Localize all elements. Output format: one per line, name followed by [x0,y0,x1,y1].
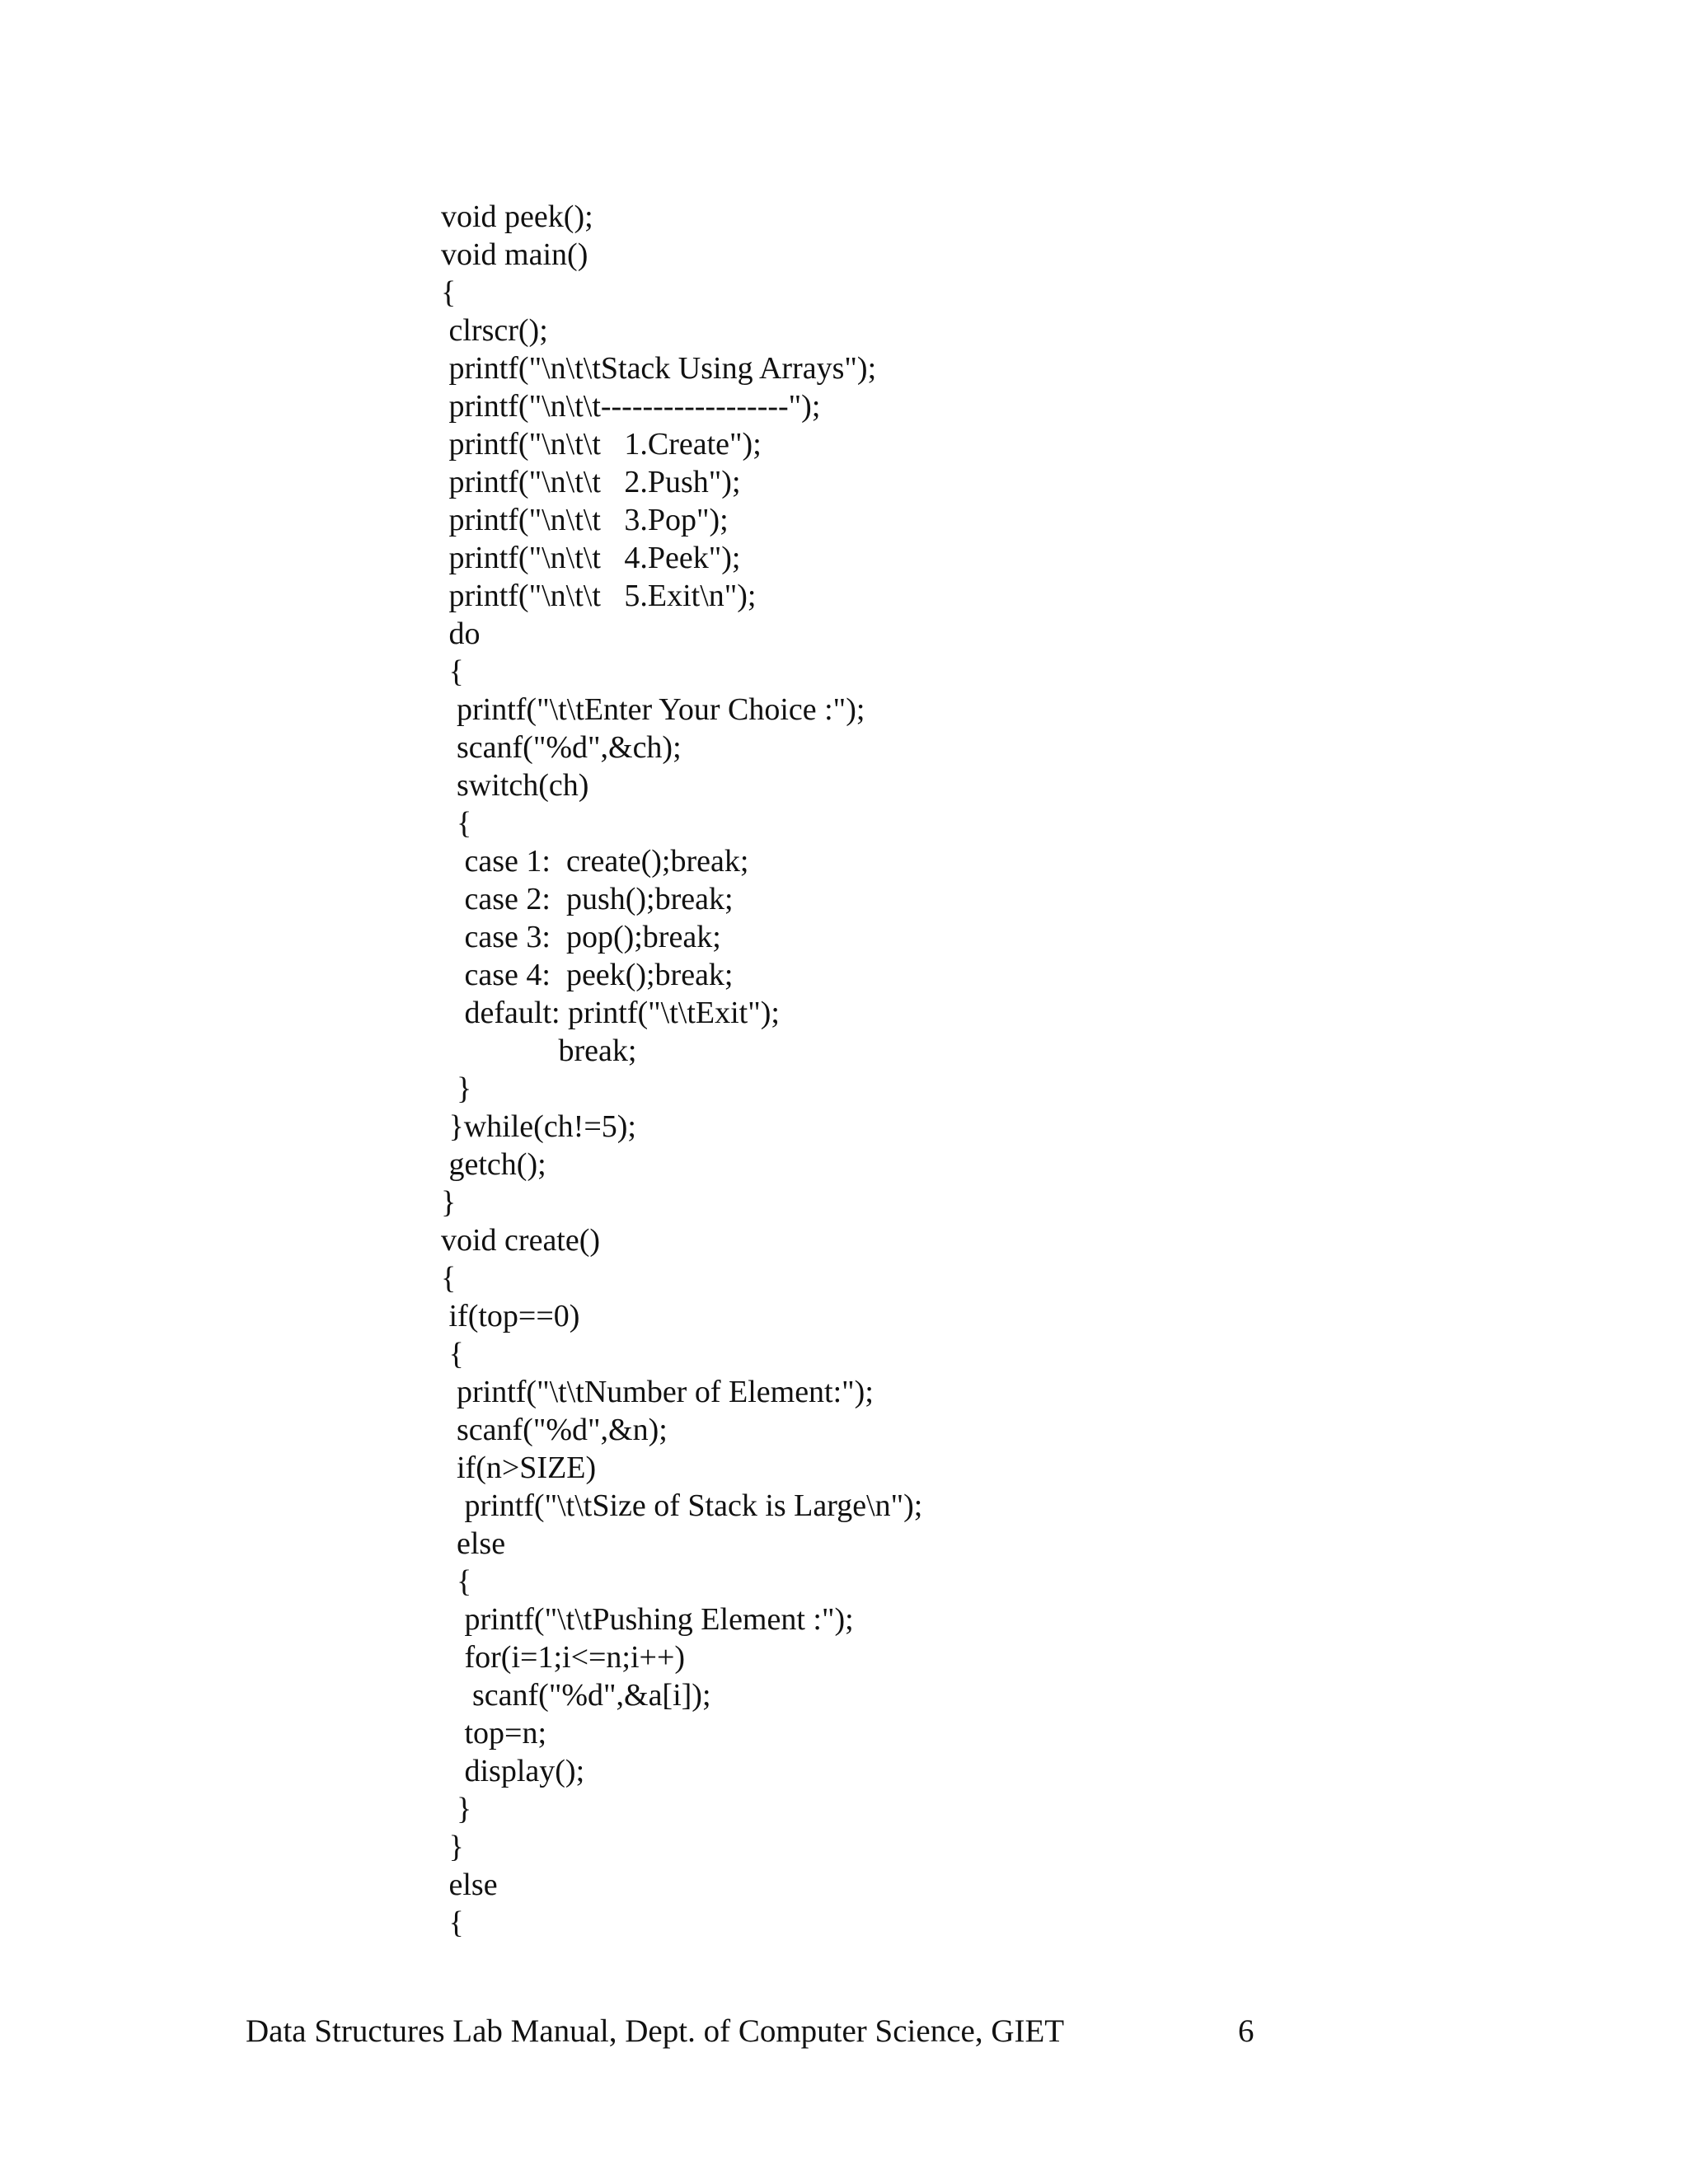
code-line: { [441,806,472,841]
code-line: printf("\n\t\t 2.Push"); [441,465,741,499]
code-line: if(top==0) [441,1299,580,1333]
code-line: { [441,275,457,310]
code-line: for(i=1;i<=n;i++) [441,1640,686,1675]
page-number: 6 [1238,2013,1254,2049]
code-line: printf("\t\tNumber of Element:"); [441,1375,874,1409]
code-line: printf("\t\tEnter Your Choice :"); [441,692,865,727]
code-line: { [441,1337,464,1371]
code-line: scanf("%d",&ch); [441,730,682,765]
code-line: printf("\n\t\t------------------"); [441,389,821,424]
code-line: else [441,1526,506,1561]
code-line: } [441,1185,457,1220]
code-line: } [441,1792,472,1826]
code-line: case 3: pop();break; [441,920,721,954]
code-line: printf("\t\tSize of Stack is Large\n"); [441,1488,923,1523]
code-line: break; [441,1033,637,1068]
code-line: { [441,1564,472,1599]
code-line: scanf("%d",&a[i]); [441,1678,711,1713]
code-listing [441,198,1595,1942]
code-line: printf("\n\t\t 5.Exit\n"); [441,579,757,613]
code-line: display(); [441,1754,585,1788]
code-line: { [441,1905,464,1940]
code-line: }while(ch!=5); [441,1109,636,1144]
page-footer: Data Structures Lab Manual, Dept. of Computer Science, GIET [246,2013,1065,2049]
code-line: void peek(); [441,199,593,234]
code-line: printf("\n\t\t 3.Pop"); [441,503,729,537]
code-line: void create() [441,1223,601,1258]
code-line: { [441,1261,457,1296]
code-line: case 2: push();break; [441,882,734,916]
code-line: else [441,1868,498,1902]
code-line: case 4: peek();break; [441,958,734,992]
code-line: top=n; [441,1716,547,1750]
code-line: void main() [441,237,588,272]
code-line: printf("\n\t\t 4.Peek"); [441,541,741,575]
code-line: { [441,654,464,689]
code-line: printf("\n\t\tStack Using Arrays"); [441,351,877,386]
code-line: printf("\t\tPushing Element :"); [441,1602,854,1637]
code-line: clrscr(); [441,313,548,348]
code-line: } [441,1830,464,1864]
code-line: default: printf("\t\tExit"); [441,996,780,1030]
code-line: do [441,616,481,651]
code-line: printf("\n\t\t 1.Create"); [441,427,762,462]
code-line: if(n>SIZE) [441,1451,597,1485]
code-line: getch(); [441,1147,546,1182]
code-line: switch(ch) [441,768,589,803]
code-line: case 1: create();break; [441,844,749,879]
code-line: } [441,1071,472,1106]
code-line: scanf("%d",&n); [441,1413,668,1447]
